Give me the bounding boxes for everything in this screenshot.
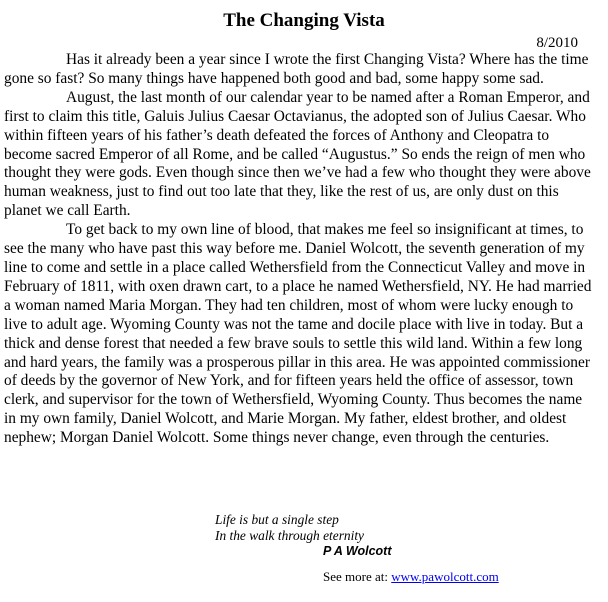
poem <box>215 512 364 544</box>
see-more-line <box>323 569 499 585</box>
author-signature: P A Wolcott <box>323 544 392 558</box>
paragraph-intro: Has it already been a year since I wrote the first Changing Vista? Where has the time gone so fast? So many things have happened both good and bad, some happy some sad. <box>4 51 589 87</box>
see-more-label: See more at: <box>323 569 388 584</box>
website-link[interactable]: www.pawolcott.com <box>391 569 499 584</box>
document-title: The Changing Vista <box>223 10 385 31</box>
paragraph-family-history: To get back to my own line of blood, that makes me feel so insignificant at times, to see the many who have past this way before me. Daniel Wolcott, the seventh generation of my line to come and settle in a place called Wethersfield from the Connecticut Valley and move in February of 1811, with oxen drawn cart, to a place he named Wethersfield, NY. He had married a woman named Maria Morgan. They had ten children, most of whom were lucky enough to live to adult age. Wyoming County was not the tame and docile place with live in today. But a thick and dense forest that needed a few brave souls to settle this wild land. Within a few long and hard years, the family was a prosperous pillar in this area. He was appointed commissioner of deeds by the governor of New York, and for fifteen years held the office of assessor, town clerk, and supervisor for the town of Wethersfield, Wyoming County. Thus becomes the name in my own family, Daniel Wolcott, and Marie Morgan. My father, eldest brother, and oldest nephew; Morgan Daniel Wolcott. Some things never change, even through the centuries. <box>4 221 592 447</box>
poem-line-2: In the walk through eternity <box>215 528 365 543</box>
poem-line-1: Life is but a single step <box>215 512 339 527</box>
document-date: 8/2010 <box>536 35 578 51</box>
document-body <box>4 51 594 448</box>
paragraph-august: August, the last month of our calendar year to be named after a Roman Emperor, and first to claim this title, Galuis Julius Caesar Octavianus, the adopted son of Julius Caesar. Who within fifteen years of his father’s death defeated the forces of Anthony and Cleopatra to become sacred Emperor of all Rome, and be called “Augustus.” So ends the reign of men who thought they were gods. Even though since then we’ve had a few who thought they were above human weakness, just to find out too late that they, like the rest of us, are only dust on this planet we call Earth. <box>4 88 591 220</box>
